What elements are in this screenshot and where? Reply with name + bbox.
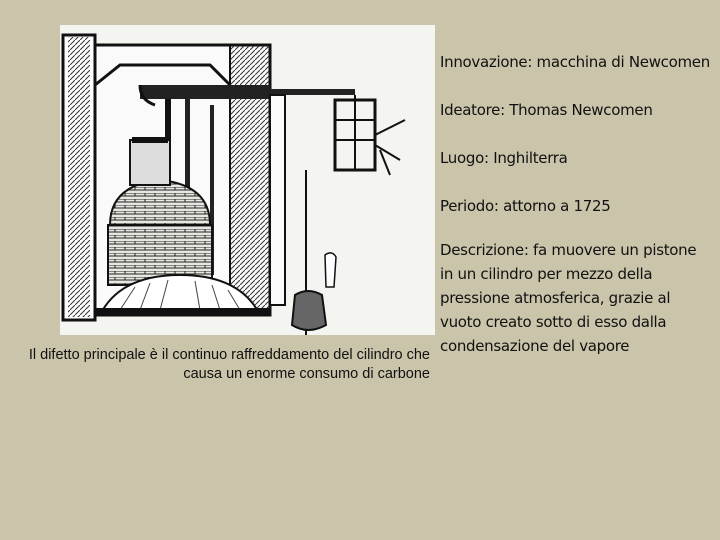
innovation-text: Innovazione: macchina di Newcomen [440, 53, 710, 71]
newcomen-engine-engraving [60, 25, 435, 335]
creator-text: Ideatore: Thomas Newcomen [440, 101, 653, 119]
info-panel [440, 50, 710, 358]
description-text: Descrizione: fa muovere un pistone in un cilindro per mezzo della pressione atmosferica, grazie al vuoto creato sotto di esso dalla condensazione del vapore [440, 241, 697, 355]
period-text: Periodo: attorno a 1725 [440, 197, 611, 215]
place-text: Luogo: Inghilterra [440, 149, 568, 167]
engine-illustration [60, 25, 435, 335]
defect-caption: Il difetto principale è il continuo raffreddamento del cilindro che causa un enorme consumo di carbone [28, 347, 430, 382]
